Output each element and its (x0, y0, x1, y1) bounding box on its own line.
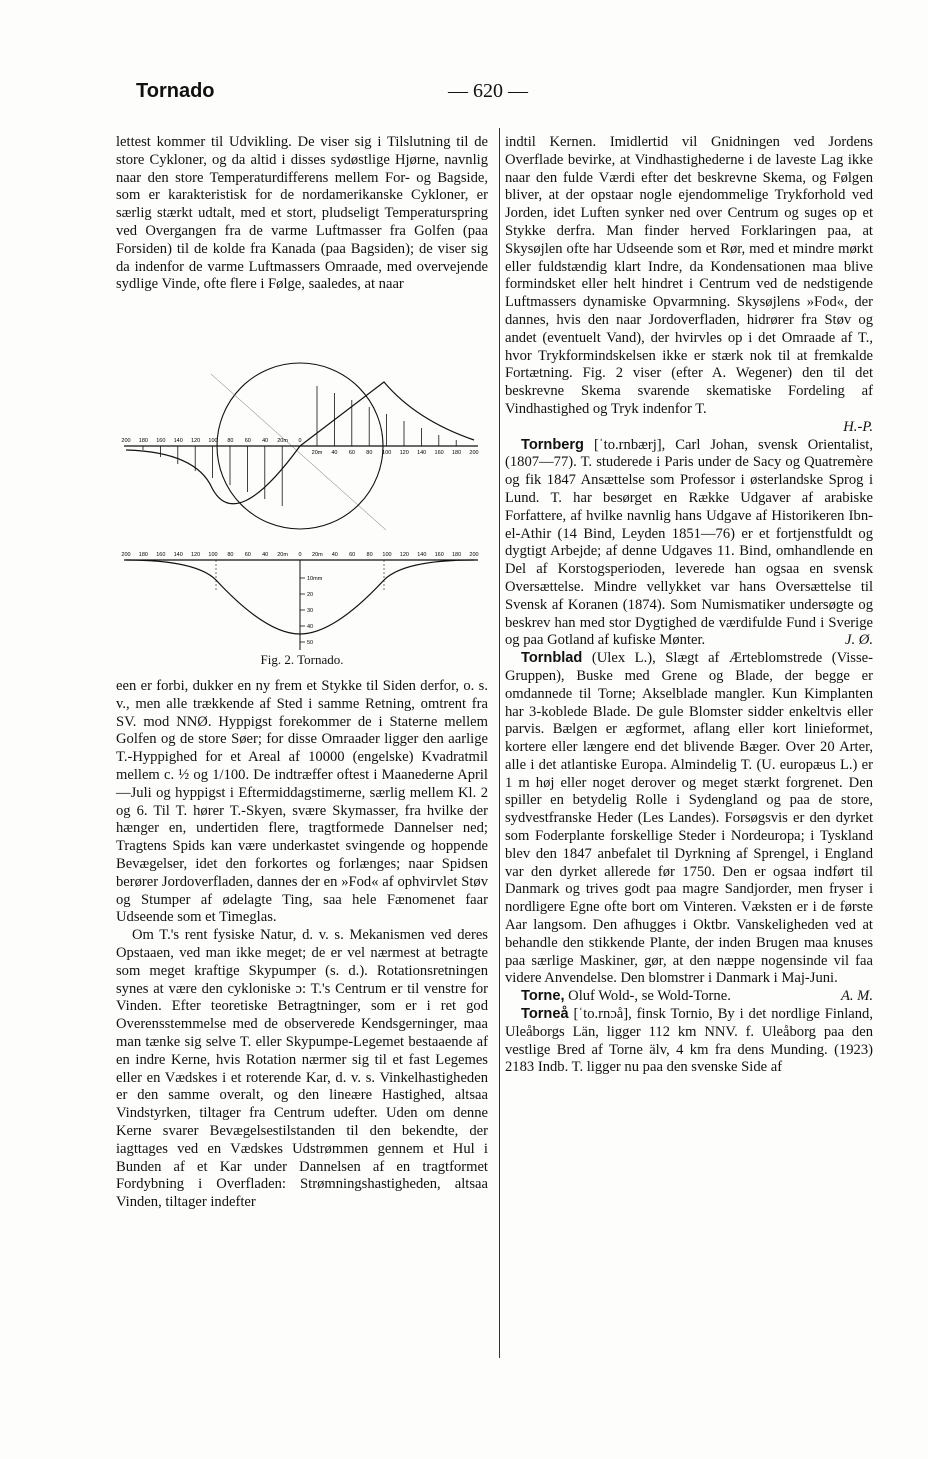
figure-caption: Fig. 2. Tornado. (260, 652, 344, 667)
entry-text: (Ulex L.), Slægt af Ærteblomstrede (Visse-Gruppen), Buske med Grene og Blade, der begge er omdannede til Torne; Akselblade mangler. Kun Kimplanten har 3-koblede Blade. De gule Blomster sidder enkeltvis eller parvis. Bælgen er ægformet, aflang eller kort linieformet, kortere eller længere end det blivende Bæger. Over 20 Arter, alle i det atlantiske Europa. Almindelig T. (U. europæus L.) er 1 m høj eller noget derover og meget stærkt forgrenet. Den spiller en betydelig Rolle i Sydengland og paa de store, sydvestfranske Heder (Les Landes). Forsøgsvis er den dyrket som Foderplante forskellige Steder i Nordeuropa; i Tyskland blev den 1847 anbefalet til Dyrkning af Sprengel, i England var den dyrket allerede før 1750. Den er ogsaa indført til Danmark og trives godt paa magre Sandjorder, men fryser i nordligere Egne ofte bort om Vinteren. Væksten er i de første Aar langsom. Den afhugges i Oktbr. Vanskeligheden ved at behandle den stikkende Plante, der inden Brugen maa knuses paa særlige Maskiner, gør, at den næppe nogensinde vil faa videre Anvendelse. Den blomstrer i Danmark i Maj-Juni. (505, 650, 873, 987)
right-column (505, 134, 873, 1077)
tick-label: 180 (138, 438, 148, 444)
tornado-diagram (116, 362, 488, 652)
tick-label: 40 (331, 552, 338, 558)
tick-label: 120 (191, 438, 201, 444)
tick-label: 200 (121, 438, 131, 444)
tick-label: 100 (382, 552, 392, 558)
entry-text: [ˈto.rnbærj], Carl Johan, svensk Orientalist, (1807—77). T. studerede i Paris under de Sacy og Quatremère og fik 1847 Ansættelse som Professor i østerlandske Sprog i Lund. T. har besørget en Række Udgaver af arabiske Forfattere, af hvilke navnlig hans Udgave af Historikeren Ibn-el-Athir (14 Bind, Leyden 1851—76) er et fortjenstfuldt og dygtigt Arbejde; af denne Udgaves 11. Bind, omhandlende en Del af Korstogsperioden, leverede han ogsaa en svensk Oversættelse. Mindre vellykket var hans Oversættelse til Svensk af Koranen (1874). Som Numismatiker undersøgte og beskrev han med stor Dygtighed de værdifulde Fund i Sverige og paa Gotland af kufiske Mønter. (505, 436, 873, 649)
column-divider (499, 128, 500, 1358)
tick-label: 100 (382, 450, 392, 456)
tick-label: 140 (417, 450, 427, 456)
tick-label: 40 (331, 450, 338, 456)
tick-label: 10mm (307, 576, 323, 582)
paragraph: indtil Kernen. Imidlertid vil Gnidningen ved Jordens Overflade bevirke, at Vindhastighederne i de laveste Lag ikke naar den fulde Værdi efter det beskrevne Skema, og Følgen bliver, at der opstaar nogle ejendommelige Trykforhold ved Jorden, idet Luften synker ned over Centrum og suges op et Stykke derfra. Man finder herved Forklaringen paa, at Skysøjlen ofte har Udseende som et Rør, med et mindre mørkt eller fuldstændig klart Indre, da Kondensationen maa blive formindsket eller helt hindret i Centrum ved de nedstigende Luftmassers dynamiske Opvarmning. Skysøjlens »Fod«, der dannes, hvis den naar Jordoverfladen, hidrører fra Støv og andet (eventuelt Vand), der hvirvles op i det Omraade af T., hvor Trykformindskelsen ikke er stærk nok til at fremkalde Fortætning. Fig. 2 viser (efter A. Wegener) den til det beskrevne Skema svarende skematiske Fordeling af Vindhastighed og Tryk indenfor T. (505, 134, 873, 417)
tick-label: 60 (348, 450, 355, 456)
tick-label: 180 (452, 552, 462, 558)
tick-label: 30 (307, 608, 314, 614)
entry-torne (505, 988, 873, 1006)
paragraph: Om T.'s rent fysiske Natur, d. v. s. Mekanismen ved deres Opstaaen, ved man ikke meget; de er vel nærmest at betragte som meget kraftige Skypumper (s. d.). Rotationsretningen synes at være den cykloniske ɔ: T.'s Centrum er til venstre for Vinden. Efter teoretiske Betragtninger, som er i ret god Overensstemmelse med de observerede Kendsgerninger, maa man tænke sig selve T. eller Skypumpe-Legemet bestaaende af en indre Kerne, hvis Rotation nærmer sig til et fast Legemes eller en Vædskes i et roterende Kar, d. v. s. Vinkelhastigheden er den samme overalt, og den lineære Hastighed, altsaa Vindstyrken, tiltager fra Centrum udefter. Uden om denne Kerne svarer Bevægelsestilstanden til den bekendte, der iagttages ved en Vædskes Udstrømmen gennem et Hul i Bunden af et Kar under Dannelsen af en tragtformet Fordybning i Overfladen: Strømningshastigheden, altsaa Vinden, tiltager indefter (116, 927, 488, 1211)
tick-label: 0 (298, 438, 302, 444)
tick-label: 80 (227, 552, 234, 558)
tick-label: 140 (417, 552, 427, 558)
tick-label: 20 (307, 592, 314, 598)
entry-text: [ˈto.rnɔå], finsk Tornio, By i det nordlige Finland, Uleåborgs Län, ligger 112 km NNV. f. Uleåborg paa den vestlige Bred af Torne älv, 4 km fra dens Munding. (1923) 2183 Indb. T. ligger nu paa den svenske Side af (505, 1006, 873, 1076)
tick-label: 60 (349, 552, 356, 558)
headword: Tornblad (521, 650, 583, 667)
tick-label: 140 (173, 552, 183, 558)
page-number: — 620 — (448, 80, 528, 102)
headword: Torneå (521, 1006, 569, 1023)
tick-label: 20m (311, 450, 323, 456)
author-signature: H.-P. (843, 418, 873, 435)
tick-label: 60 (244, 438, 251, 444)
tick-label: 100 (208, 438, 218, 444)
figure-tornado (116, 362, 488, 674)
entry-tornea (505, 1006, 873, 1077)
tick-label: 40 (262, 552, 269, 558)
tick-label: 80 (366, 552, 373, 558)
tick-label: 160 (434, 450, 444, 456)
tick-label: 80 (227, 438, 234, 444)
tick-label: 180 (451, 450, 462, 456)
page-header (136, 80, 796, 110)
tick-label: 20m (312, 552, 323, 558)
tick-label: 20m (277, 552, 288, 558)
headword: Tornberg (521, 436, 584, 453)
tick-label: 20m (277, 438, 288, 444)
author-signature: J. Ø. (845, 632, 873, 649)
left-column-top (116, 134, 488, 294)
tick-label: 120 (399, 450, 409, 456)
tick-label: 160 (434, 552, 444, 558)
tick-label: 200 (469, 450, 479, 456)
running-title: Tornado (136, 80, 215, 102)
left-column-bottom (116, 678, 488, 1212)
entry-tornberg (505, 437, 873, 651)
tick-label: 120 (399, 552, 409, 558)
tick-label: 180 (138, 552, 148, 558)
tick-label: 80 (366, 450, 373, 456)
entry-text: Oluf Wold-, se Wold-Torne. (564, 988, 731, 1005)
tick-label: 50 (307, 640, 314, 646)
tick-label: 200 (121, 552, 131, 558)
tick-label: 40 (307, 624, 314, 630)
paragraph: een er forbi, dukker en ny frem et Stykke til Siden derfor, o. s. v., men alle trækkende af Sted i samme Retning, omtrent fra SV. mod NNØ. Hyppigst forekommer de i Staterne mellem Golfen og de store Søer; for disse Omraader ligger den aarlige T.-Hyppighed for et Areal af 10000 (engelske) Kvadratmil mellem c. ½ og 1/100. De indtræffer oftest i Maanederne April—Juli og hyppigst i Eftermiddagstimerne, særlig mellem Kl. 2 og 6. Til T. hører T.-Skyen, svære Skymasser, fra hvilke der hænger en, undertiden flere, tragtformede Dannelser ned; Tragtens Spids kan være underkastet svingende og hoppende Bevægelser, idet den forkortes og forlænges; naar Spidsen berører Jordoverfladen, dannes der en »Fod« af ophvirvlet Støv og Stumper af ødelagte Ting, saa hele Fænomenet faar Udseende som et Timeglas. (116, 678, 488, 926)
headword: Torne, (521, 988, 565, 1005)
tick-label: 60 (244, 552, 251, 558)
tick-label: 200 (469, 552, 479, 558)
tick-label: 40 (262, 438, 269, 444)
tick-label: 160 (156, 438, 166, 444)
tick-label: 140 (173, 438, 183, 444)
tick-label: 0 (298, 552, 302, 558)
tick-label: 120 (191, 552, 201, 558)
tick-label: 100 (208, 552, 218, 558)
paragraph: lettest kommer til Udvikling. De viser sig i Tilslutning til de store Cykloner, og da altid i disses sydøstlige Hjørne, navnlig naar den store Temperaturdifferens mellem For- og Bagside, som er karakteristisk for de nordamerikanske Cykloner, er særlig stærkt udtalt, med et stort, pludseligt Temperaturspring ved Overgangen fra de varme Luftmasser fra Golfen (paa Forsiden) til de kolde fra Kanada (paa Bagsiden); de viser sig da indenfor de varme Luftmassers Omraade, med overvejende sydlige Vinde, ofte flere i Følge, saaledes, at naar (116, 134, 488, 293)
tick-label: 160 (156, 552, 166, 558)
author-signature: A. M. (840, 988, 873, 1005)
